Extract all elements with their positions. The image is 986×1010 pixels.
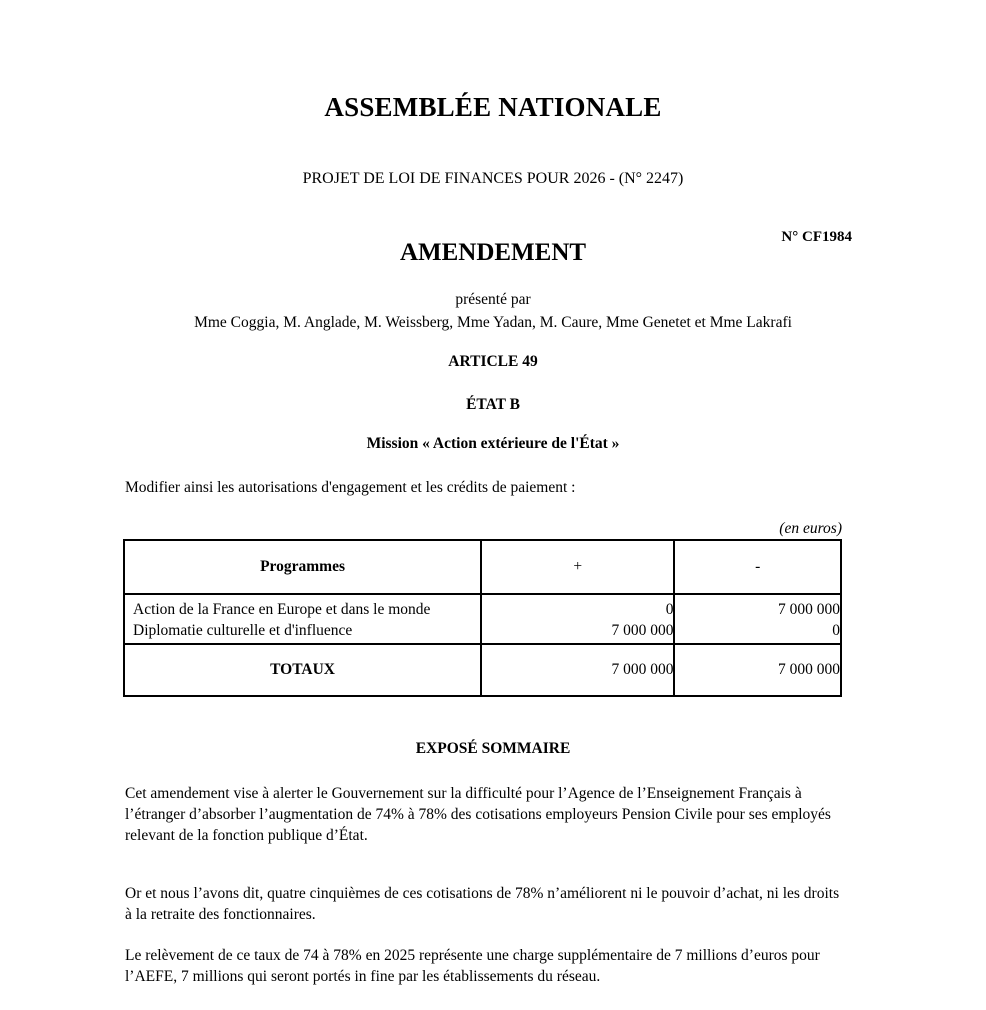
article-heading: ARTICLE 49 xyxy=(448,353,538,370)
expose-paragraph-1: Cet amendement vise à alerter le Gouvernement sur la difficulté pour l’Agence de l’Enseignement Français à l’étranger d’absorber l’augmentation de 74% à 78% des cotisations employeurs Pension Civile pour ses employés relevant de la fonction publique d’État. xyxy=(125,785,831,844)
row-minus-value: 0 xyxy=(674,620,841,644)
authors-list: Mme Coggia, M. Anglade, M. Weissberg, Mme Yadan, M. Caure, Mme Genetet et Mme Lakrafi xyxy=(194,314,792,331)
header-programmes: Programmes xyxy=(124,540,481,594)
document-type-heading: AMENDEMENT xyxy=(399,239,587,266)
intro-text: Modifier ainsi les autorisations d'engagement et les crédits de paiement : xyxy=(125,479,576,496)
row-plus-value: 0 xyxy=(481,594,674,620)
mission-heading: Mission « Action extérieure de l'État » xyxy=(366,435,620,452)
expose-heading: EXPOSÉ SOMMAIRE xyxy=(415,740,571,757)
institution-title: ASSEMBLÉE NATIONALE xyxy=(324,92,662,122)
state-heading: ÉTAT B xyxy=(466,396,520,413)
row-plus-value: 7 000 000 xyxy=(481,620,674,644)
amendment-number: N° CF1984 xyxy=(781,229,852,245)
header-minus: - xyxy=(674,540,841,594)
bill-title: PROJET DE LOI DE FINANCES POUR 2026 - (N° 2247) xyxy=(302,170,684,187)
row-label: Diplomatie culturelle et d'influence xyxy=(124,620,481,644)
totals-row xyxy=(124,644,841,696)
totals-label: TOTAUX xyxy=(124,644,481,696)
table-header-row xyxy=(124,540,841,594)
expose-paragraph-3: Le relèvement de ce taux de 74 à 78% en 2025 représente une charge supplémentaire de 7 millions d’euros pour l’AEFE, 7 millions qui seront portés in fine par les établissements du réseau. xyxy=(125,947,820,985)
header-plus: + xyxy=(481,540,674,594)
totals-minus-value: 7 000 000 xyxy=(674,644,841,696)
row-label: Action de la France en Europe et dans le monde xyxy=(124,594,481,620)
table-row xyxy=(124,594,841,620)
presented-by-label: présenté par xyxy=(455,291,531,308)
table-row xyxy=(124,620,841,644)
totals-plus-value: 7 000 000 xyxy=(481,644,674,696)
expose-paragraph-2: Or et nous l’avons dit, quatre cinquièmes de ces cotisations de 78% n’améliorent ni le pouvoir d’achat, ni les droits à la retraite des fonctionnaires. xyxy=(125,885,840,923)
credits-table xyxy=(123,539,842,697)
unit-label: (en euros) xyxy=(779,520,842,537)
row-minus-value: 7 000 000 xyxy=(674,594,841,620)
